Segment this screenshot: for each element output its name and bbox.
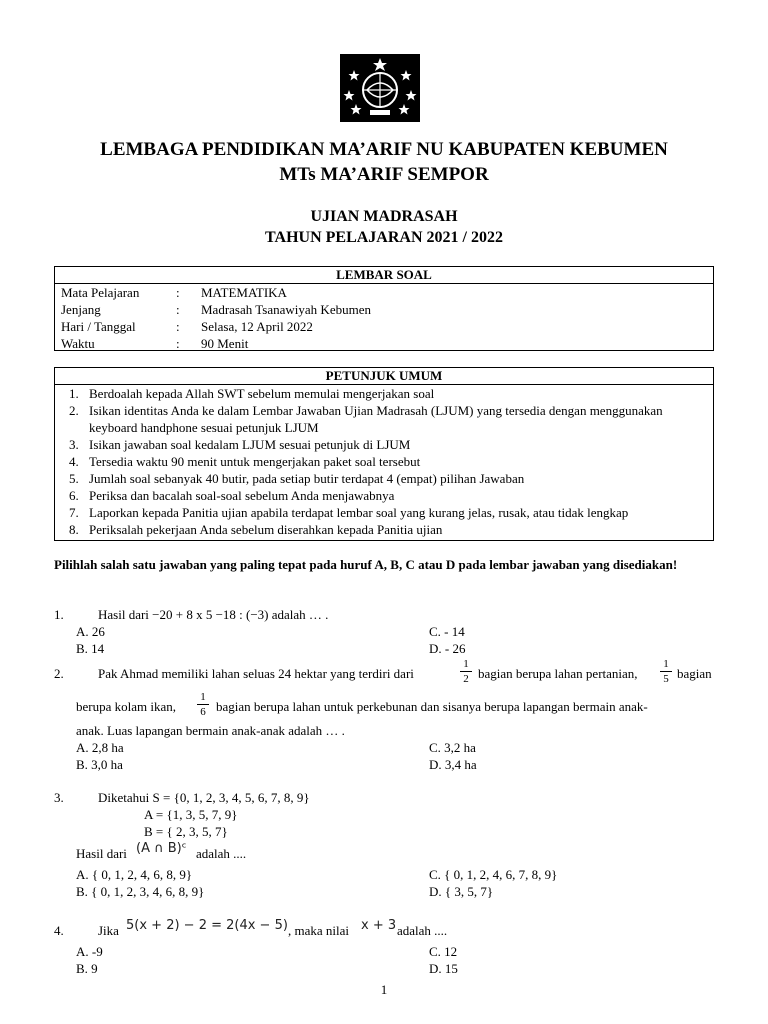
fraction-one-sixth: $\frac{1}{6}$ — [197, 691, 209, 719]
q4-text-3: adalah .... — [397, 923, 448, 938]
info-row: Hari / Tanggal : Selasa, 12 April 2022 — [61, 319, 313, 334]
q4-option-d: D. 15 — [429, 961, 458, 976]
lembar-soal-title: LEMBAR SOAL — [55, 267, 713, 284]
q2-option-a: A. 2,8 ha — [76, 740, 124, 755]
info-value: Selasa, 12 April 2022 — [201, 319, 313, 334]
q1-text: Hasil dari −20 + 8 x 5 −18 : (−3) adalah … . — [98, 607, 329, 622]
q1-option-c: C. - 14 — [429, 624, 465, 639]
q3-ask-1: Hasil dari — [76, 846, 127, 861]
q3-option-c: C. { 0, 1, 2, 4, 6, 7, 8, 9} — [429, 867, 558, 882]
q1-option-a: A. 26 — [76, 624, 105, 639]
q3-option-d: D. { 3, 5, 7} — [429, 884, 494, 899]
q1-option-b: B. 14 — [76, 641, 105, 656]
page-number: 1 — [380, 982, 388, 997]
info-key: Mata Pelajaran — [61, 285, 140, 300]
q2-text-1: Pak Ahmad memiliki lahan seluas 24 hektar yang terdiri dari — [98, 666, 414, 681]
institution-title: LEMBAGA PENDIDIKAN MA’ARIF NU KABUPATEN KEBUMEN — [100, 139, 668, 160]
instruction-item: 3. Isikan jawaban soal kedalam LJUM sesuai petunjuk di LJUM — [69, 437, 411, 452]
q4-equation: 5(x + 2) − 2 = 2(4x − 5) — [126, 918, 288, 933]
instruction-item: 1. Berdoalah kepada Allah SWT sebelum memulai mengerjakan soal — [69, 386, 435, 401]
answer-instruction: Pilihlah salah satu jawaban yang paling tepat pada huruf A, B, C atau D pada lembar jawaban yang disediakan! — [54, 557, 678, 572]
q3-set-b: B = { 2, 3, 5, 7} — [144, 824, 228, 839]
q1-option-d: D. - 26 — [429, 641, 466, 656]
q3-ask-2: adalah .... — [196, 846, 247, 861]
instruction-item: 2. Isikan identitas Anda ke dalam Lembar Jawaban Ujian Madrasah (LJUM) yang tersedia dengan menggunakan keyboard handphone sesuai petunjuk LJUM — [69, 403, 663, 435]
info-row: Mata Pelajaran : MATEMATIKA — [61, 285, 287, 300]
school-name: MTs MA’ARIF SEMPOR — [279, 164, 489, 185]
instruction-item: 4. Tersedia waktu 90 menit untuk mengerjakan paket soal tersebut — [69, 454, 421, 469]
fraction-one-fifth: $\frac{1}{5}$ — [660, 658, 672, 686]
info-row: Waktu : 90 Menit — [61, 336, 249, 351]
instruction-item: 8. Periksalah pekerjaan Anda sebelum diserahkan kepada Panitia ujian — [69, 522, 443, 537]
info-row: Jenjang : Madrasah Tsanawiyah Kebumen — [61, 302, 371, 317]
q4-option-b: B. 9 — [76, 961, 98, 976]
academic-year: TAHUN PELAJARAN 2021 / 2022 — [265, 229, 503, 246]
q3-expression: (A ∩ B)ᶜ — [136, 841, 187, 856]
exam-title: UJIAN MADRASAH — [310, 208, 458, 225]
q3-number: 3. — [54, 790, 64, 805]
q2-text-3: bagian — [677, 666, 712, 681]
q2-option-d: D. 3,4 ha — [429, 757, 477, 772]
info-key: Hari / Tanggal — [61, 319, 136, 334]
q2-text-5: bagian berupa lahan untuk perkebunan dan sisanya berupa lapangan bermain anak- — [216, 699, 648, 714]
q2-number: 2. — [54, 666, 64, 681]
instruction-item: 7. Laporkan kepada Panitia ujian apabila terdapat lembar soal yang kurang jelas, rusak, atau tidak lengkap — [69, 505, 629, 520]
lembar-soal-box — [54, 266, 714, 351]
q4-option-c: C. 12 — [429, 944, 458, 959]
q4-text-2: , maka nilai — [288, 923, 350, 938]
info-value: 90 Menit — [201, 336, 249, 351]
q3-option-a: A. { 0, 1, 2, 4, 6, 8, 9} — [76, 867, 193, 882]
q4-number: 4. — [54, 923, 64, 938]
instruction-item: 5. Jumlah soal sebanyak 40 butir, pada setiap butir terdapat 4 (empat) pilihan Jawaban — [69, 471, 525, 486]
q3-option-b: B. { 0, 1, 2, 3, 4, 6, 8, 9} — [76, 884, 205, 899]
q3-set-s: Diketahui S = {0, 1, 2, 3, 4, 5, 6, 7, 8, 9} — [98, 790, 310, 805]
q4-expression: x + 3 — [361, 918, 397, 933]
instruction-list — [55, 385, 713, 538]
q2-text-2: bagian berupa lahan pertanian, — [478, 666, 638, 681]
q3-set-a: A = {1, 3, 5, 7, 9} — [144, 807, 238, 822]
fraction-one-half: $\frac{1}{2}$ — [460, 658, 472, 686]
q4-option-a: A. -9 — [76, 944, 103, 959]
q1-number: 1. — [54, 607, 64, 622]
info-value: Madrasah Tsanawiyah Kebumen — [201, 302, 371, 317]
q2-option-c: C. 3,2 ha — [429, 740, 476, 755]
info-value: MATEMATIKA — [201, 285, 287, 300]
info-key: Jenjang — [61, 302, 101, 317]
instruction-item: 6. Periksa dan bacalah soal-soal sebelum Anda menjawabnya — [69, 488, 395, 503]
petunjuk-umum-box — [54, 367, 714, 541]
q4-text-1: Jika — [98, 923, 119, 938]
petunjuk-title: PETUNJUK UMUM — [55, 368, 713, 385]
info-key: Waktu — [61, 336, 95, 351]
q2-option-b: B. 3,0 ha — [76, 757, 123, 772]
nu-logo — [340, 54, 420, 122]
q2-text-6: anak. Luas lapangan bermain anak-anak adalah … . — [76, 723, 345, 738]
q2-text-4: berupa kolam ikan, — [76, 699, 176, 714]
